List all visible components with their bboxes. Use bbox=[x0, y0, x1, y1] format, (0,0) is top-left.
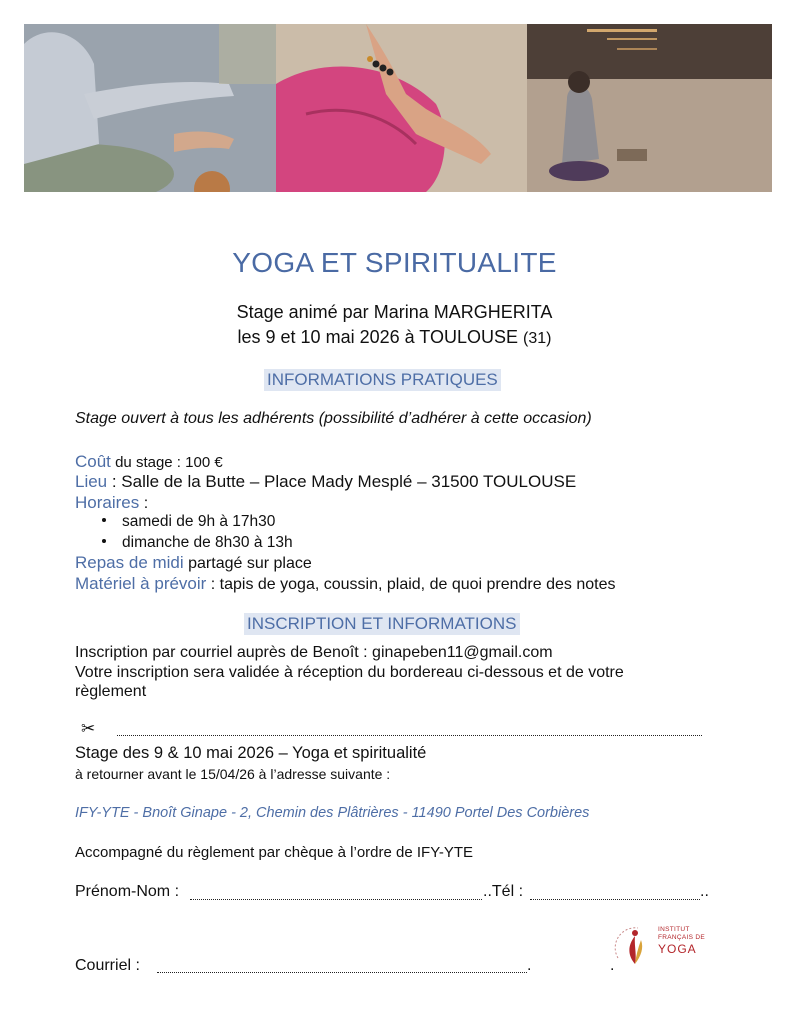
email-stray-dot: . bbox=[610, 957, 615, 974]
name-label: Prénom-Nom : bbox=[75, 883, 180, 900]
ify-logo-emblem bbox=[610, 920, 660, 970]
stage-dates-main: les 9 et 10 mai 2026 à TOULOUSE bbox=[237, 327, 519, 347]
cost-line bbox=[75, 452, 223, 472]
stage-dates bbox=[0, 327, 789, 348]
page-title: YOGA ET SPIRITUALITE bbox=[232, 247, 557, 278]
hours-item-label: samedi de 9h à 17h30 bbox=[122, 513, 276, 530]
email-line-end: . bbox=[527, 957, 532, 974]
stage-dates-dept: (31) bbox=[523, 330, 552, 347]
material-line bbox=[75, 574, 615, 594]
logo-line-2: FRANÇAIS DE bbox=[658, 934, 706, 941]
name-field[interactable] bbox=[190, 899, 482, 900]
place-text: : Salle de la Butte – Place Mady Mesplé – 31500 TOULOUSE bbox=[107, 472, 577, 491]
lunch-text: partagé sur place bbox=[183, 555, 312, 572]
return-before-text: à retourner avant le 15/04/26 à l’adresse suivante : bbox=[75, 766, 391, 782]
photo-beach-sunset bbox=[527, 24, 772, 192]
hours-line bbox=[75, 493, 148, 513]
hours-item-saturday bbox=[102, 513, 275, 531]
logo-line-1: INSTITUT bbox=[658, 926, 690, 933]
email-label: Courriel : bbox=[75, 957, 140, 974]
scissors-icon: ✂ bbox=[81, 719, 96, 738]
bullet-icon bbox=[102, 539, 106, 543]
photo-meditation-hand bbox=[276, 24, 527, 192]
photo-yoga-stretch bbox=[24, 24, 276, 192]
teacher-name: Marina MARGHERITA bbox=[373, 302, 553, 322]
bullet-icon bbox=[102, 518, 106, 522]
cut-dotted-line bbox=[117, 735, 702, 736]
registration-line-3: règlement bbox=[75, 683, 147, 700]
material-text: : tapis de yoga, coussin, plaid, de quoi prendre des notes bbox=[206, 576, 616, 593]
intro-text: Stage ouvert à tous les adhérents (possibilité d’adhérer à cette occasion) bbox=[75, 410, 592, 427]
payment-text: Accompagné du règlement par chèque à l’ordre de IFY-YTE bbox=[75, 844, 474, 861]
practical-info-heading: INFORMATIONS PRATIQUES bbox=[264, 369, 501, 391]
tel-field[interactable] bbox=[530, 899, 700, 900]
cost-label: Coût bbox=[75, 452, 111, 471]
lunch-label: Repas de midi bbox=[75, 553, 184, 572]
logo-line-3: YOGA bbox=[658, 942, 697, 956]
material-label: Matériel à prévoir bbox=[75, 574, 207, 593]
hours-item-label: dimanche de 8h30 à 13h bbox=[122, 534, 293, 551]
header-photo-strip bbox=[24, 24, 772, 192]
subtitle-prefix: Stage animé par bbox=[236, 302, 369, 322]
ify-logo-arc-text bbox=[610, 920, 611, 921]
cost-text: du stage : 100 € bbox=[110, 454, 223, 471]
hours-item-sunday bbox=[102, 534, 293, 552]
place-label: Lieu bbox=[75, 472, 108, 491]
registration-line-1: Inscription par courriel auprès de Benoît : ginapeben11@gmail.com bbox=[75, 644, 553, 661]
hours-label: Horaires bbox=[75, 493, 140, 512]
tel-label: ..Tél : bbox=[483, 883, 524, 900]
form-title: Stage des 9 & 10 mai 2026 – Yoga et spiritualité bbox=[75, 744, 427, 762]
subtitle bbox=[0, 302, 789, 323]
email-field[interactable] bbox=[157, 972, 527, 973]
ify-logo bbox=[610, 920, 720, 970]
hours-text: : bbox=[139, 495, 149, 512]
registration-line-2: Votre inscription sera validée à réception du bordereau ci-dessous et de votre bbox=[75, 664, 624, 681]
registration-heading: INSCRIPTION ET INFORMATIONS bbox=[244, 613, 520, 635]
place-line bbox=[75, 472, 576, 492]
lunch-line bbox=[75, 553, 312, 573]
return-address: IFY-YTE - Bnoît Ginape - 2, Chemin des Plâtrières - 11490 Portel Des Corbières bbox=[75, 805, 590, 821]
tel-line-end: .. bbox=[700, 883, 709, 900]
